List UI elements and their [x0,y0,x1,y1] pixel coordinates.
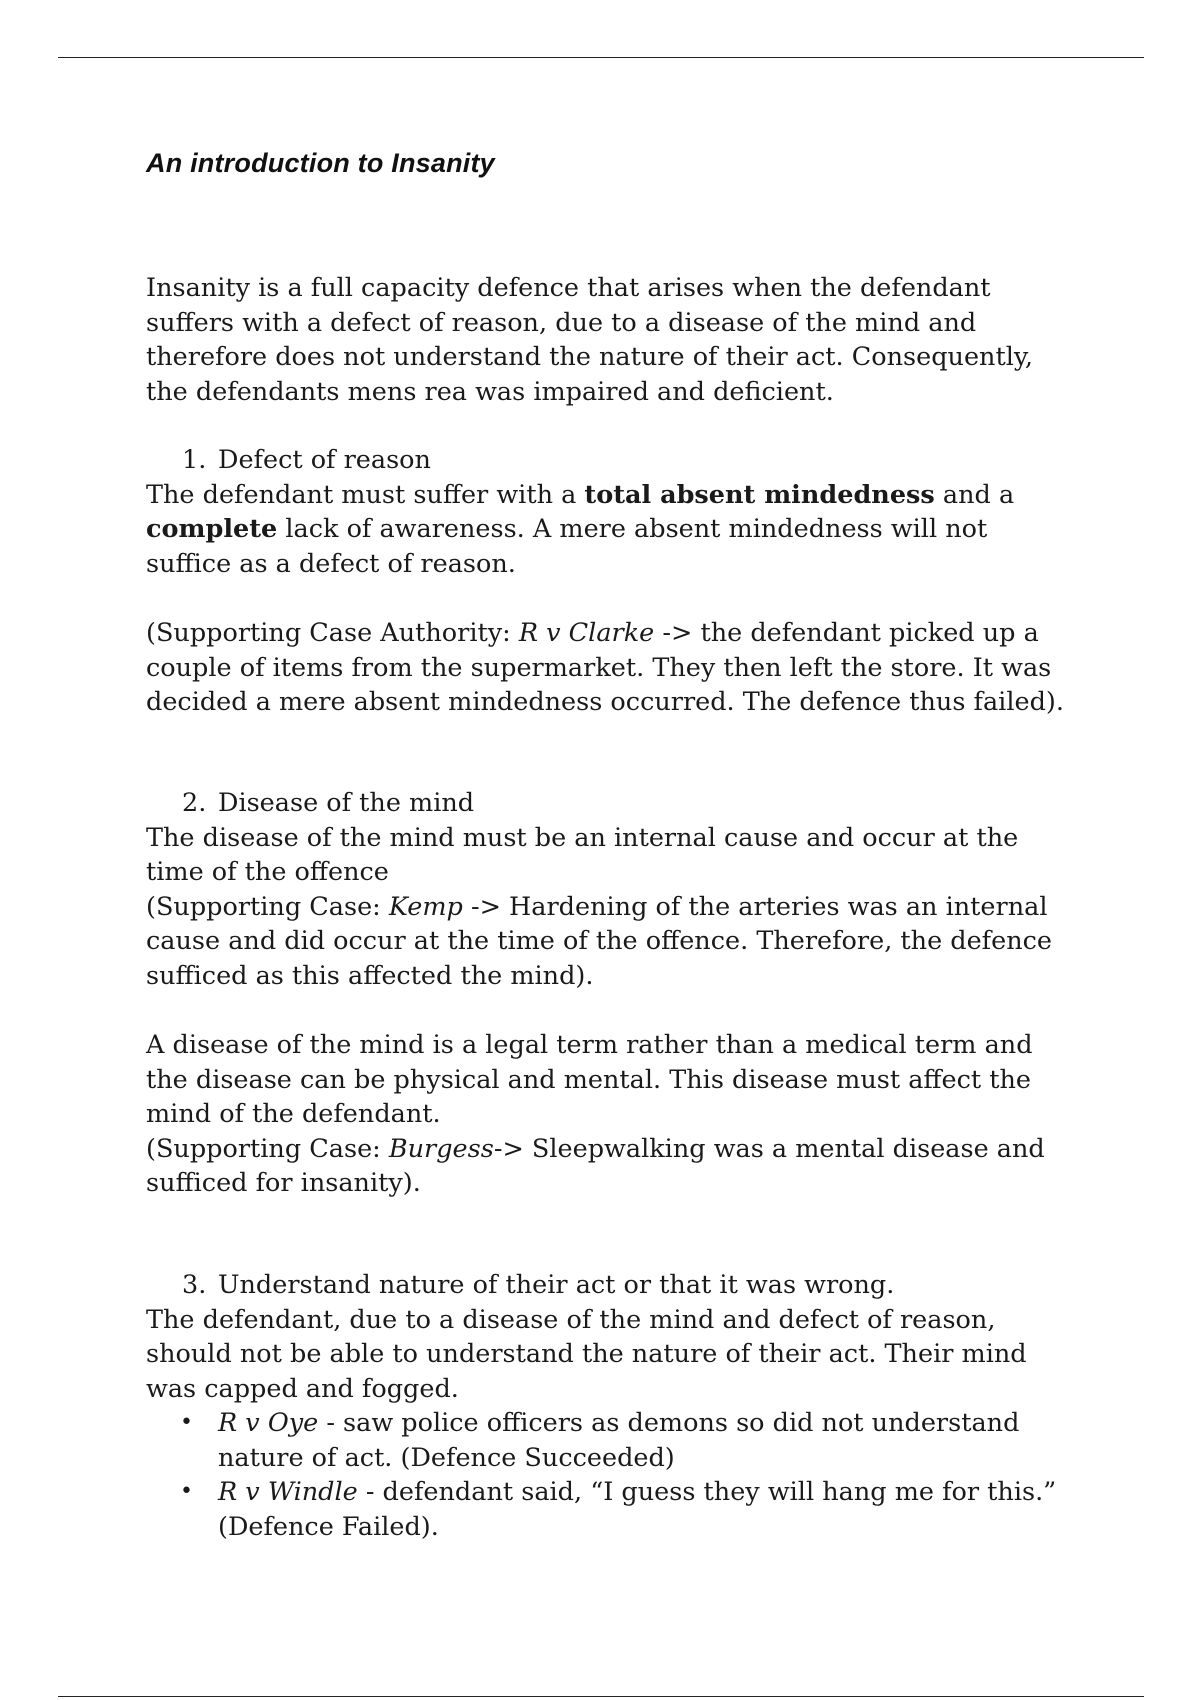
case-name: R v Oye [218,1408,319,1438]
section-defect-of-reason [146,443,1066,581]
case-paragraph: (Supporting Case Authority: R v Clarke -> the defendant picked up a couple of items from the supermarket. They then left the store. It was decided a mere absent mindedness occurred. The defence thus failed). [146,618,1064,717]
emphasis-text: complete [146,514,278,544]
case-name: R v Windle [218,1477,358,1507]
case-list [146,1406,1066,1544]
page-title: An introduction to Insanity [146,148,495,178]
section-disease-legal-term [146,1028,1066,1201]
case-name: Kemp [388,891,463,922]
bullet-icon: • [180,1479,193,1504]
section-body: A disease of the mind is a legal term rather than a medical term and the disease can be physical and mental. This disease must affect the mind of the defendant. [146,1030,1033,1129]
intro-text: Insanity is a full capacity defence that arises when the defendant suffers with a defect of reason, due to a disease of the mind and therefore does not understand the nature of their act. Consequently, the defendants mens rea was impaired and deficient. [146,273,1033,407]
section-disease-of-mind [146,786,1066,993]
bullet-icon: • [180,1410,193,1435]
section-heading: 2. Disease of the mind [182,788,475,818]
case-clarke [146,616,1066,720]
header-rule [58,57,1144,58]
section-body: The defendant, due to a disease of the mind and defect of reason, should not be able to understand the nature of their act. Their mind was capped and fogged. [146,1304,1027,1404]
case-paragraph: (Supporting Case: Burgess-> Sleepwalking was a mental disease and sufficed for insanity). [146,1133,1045,1198]
section-heading: 1. Defect of reason [182,445,431,475]
section-heading: 3. Understand nature of their act or that it was wrong. [182,1270,895,1300]
section-body: The disease of the mind must be an internal cause and occur at the time of the offence [146,822,1019,887]
case-paragraph: (Supporting Case: Kemp -> Hardening of the arteries was an internal cause and did occur at the time of the offence. Therefore, the defence sufficed as this affected the mind). [146,891,1053,991]
list-item: • R v Oye - saw police officers as demons so did not understand nature of act. (Defence Succeeded) [180,1408,1020,1473]
section-body: The defendant must suffer with a total absent mindedness and a complete lack of awareness. A mere absent mindedness will not suffice as a defect of reason. [146,479,1015,579]
emphasis-text: total absent mindedness [584,479,935,510]
footer-rule [58,1696,1144,1697]
case-name: R v Clarke [518,618,655,648]
section-understand-nature [146,1268,1066,1544]
intro-paragraph [146,271,1066,409]
list-item: • R v Windle - defendant said, “I guess they will hang me for this.” (Defence Failed). [180,1477,1057,1542]
case-name: Burgess [388,1133,494,1164]
